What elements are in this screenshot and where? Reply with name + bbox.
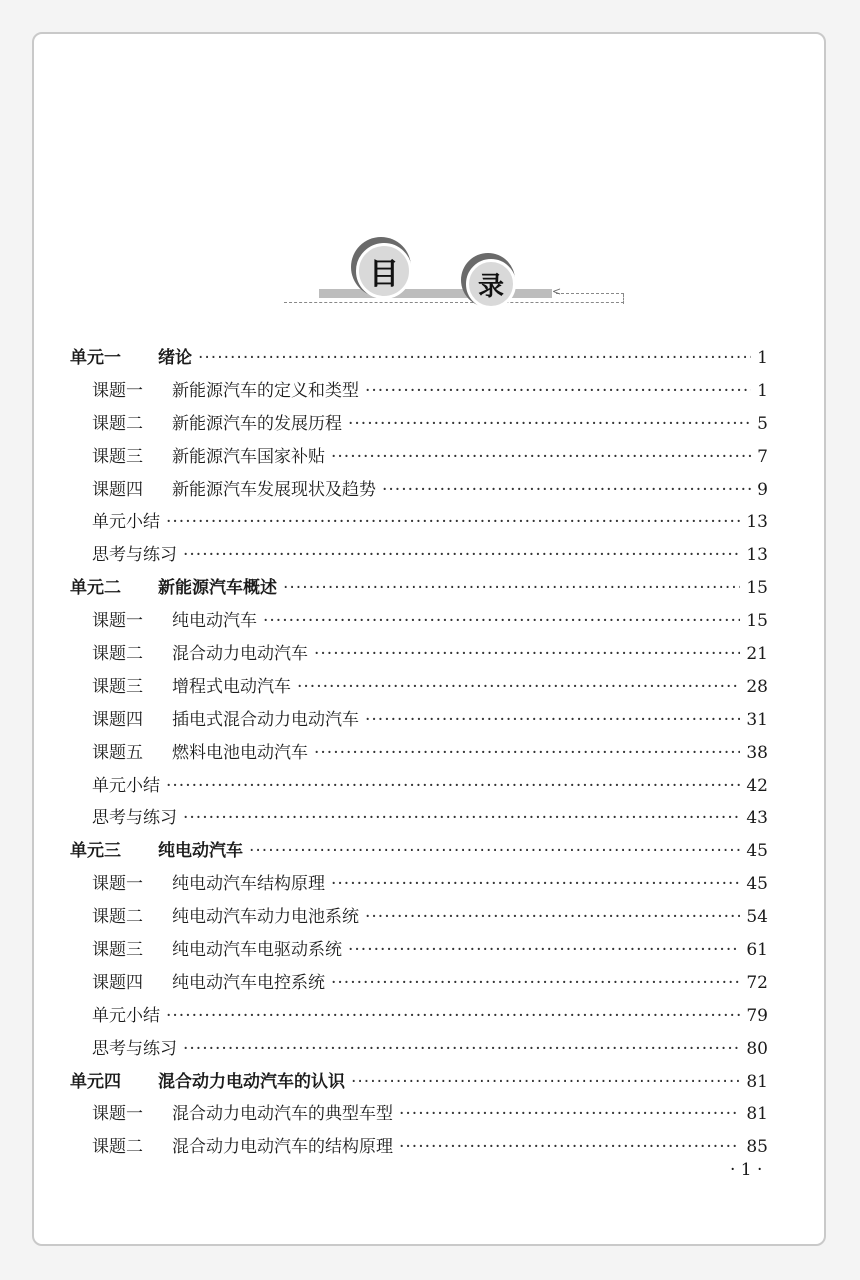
entry-page: 15 [746,578,768,599]
entry-title: 纯电动汽车结构原理 [172,874,325,895]
entry-page: 9 [757,479,768,500]
entry-title: 混合动力电动汽车的结构原理 [172,1137,393,1158]
entry-title: 新能源汽车国家补贴 [172,446,325,467]
entry-title: 混合动力电动汽车的认识 [158,1071,345,1092]
dot-leader [166,776,740,796]
dot-leader [365,710,740,730]
entry-page: 54 [746,907,768,928]
entry-title: 插电式混合动力电动汽车 [172,709,359,730]
toc-topic-entry [70,869,768,902]
toc-topic-entry [70,902,768,935]
entry-number: 课题一 [92,1104,143,1125]
toc-topic-entry [70,507,768,540]
toc-topic-entry [70,376,768,409]
entry-title: 纯电动汽车电驱动系统 [172,940,342,961]
entry-title: 新能源汽车的发展历程 [172,413,342,434]
dot-leader [365,907,740,927]
dot-leader [331,447,751,467]
page-number: · 1 · [730,1160,763,1180]
entry-number: 课题二 [92,907,143,928]
dot-leader [314,743,740,763]
entry-page: 81 [746,1071,768,1092]
dot-leader [314,644,740,664]
table-of-contents [70,343,768,1165]
entry-number: 课题四 [92,479,143,500]
toc-topic-entry [70,1132,768,1165]
toc-topic-entry [70,540,768,573]
title-char-circle: 目 [356,243,412,299]
dot-leader [382,480,751,500]
entry-number: 单元三 [70,841,121,862]
dot-leader [166,512,740,532]
toc-topic-entry [70,1001,768,1034]
toc-topic-entry [70,968,768,1001]
dot-leader [351,1072,740,1092]
entry-page: 13 [746,512,768,533]
entry-number: 课题四 [92,972,143,993]
entry-number: 课题一 [92,611,143,632]
dot-leader [283,578,740,598]
entry-number: 课题三 [92,940,143,961]
entry-number: 单元四 [70,1071,121,1092]
entry-page: 5 [757,413,768,434]
entry-number: 课题一 [92,874,143,895]
entry-page: 13 [746,545,768,566]
toc-topic-entry [70,705,768,738]
dot-leader [198,348,751,368]
entry-number: 课题三 [92,676,143,697]
entry-title: 单元小结 [92,775,160,796]
entry-title: 新能源汽车的定义和类型 [172,380,359,401]
dot-leader [183,808,740,828]
entry-number: 课题二 [92,644,143,665]
entry-number: 课题四 [92,709,143,730]
entry-title: 混合动力电动汽车 [172,644,308,665]
toc-unit-entry [70,573,768,606]
entry-title: 思考与练习 [92,808,177,829]
dot-leader [297,677,740,697]
arrow-icon [556,293,624,294]
toc-unit-entry [70,343,768,376]
entry-page: 61 [746,940,768,961]
entry-page: 42 [746,775,768,796]
entry-page: 45 [746,841,768,862]
entry-title: 增程式电动汽车 [172,676,291,697]
entry-page: 45 [746,874,768,895]
toc-topic-entry [70,606,768,639]
dot-leader [365,381,751,401]
entry-number: 课题二 [92,413,143,434]
dot-leader [348,940,740,960]
toc-topic-entry [70,803,768,836]
entry-page: 38 [746,742,768,763]
entry-number: 课题一 [92,380,143,401]
toc-topic-entry [70,442,768,475]
dot-leader [263,611,740,631]
toc-topic-entry [70,771,768,804]
toc-unit-entry [70,836,768,869]
entry-title: 混合动力电动汽车的典型车型 [172,1104,393,1125]
dot-leader [249,841,740,861]
entry-page: 1 [757,348,768,368]
entry-title: 思考与练习 [92,1038,177,1059]
header-bar [319,289,552,298]
toc-topic-entry [70,935,768,968]
toc-topic-entry [70,672,768,705]
entry-title: 思考与练习 [92,545,177,566]
entry-title: 单元小结 [92,512,160,533]
entry-number: 课题二 [92,1137,143,1158]
toc-topic-entry [70,738,768,771]
entry-page: 21 [746,644,768,665]
toc-header [274,229,634,309]
entry-number: 单元二 [70,578,121,599]
header-dashed-line [284,302,624,303]
entry-page: 72 [746,972,768,993]
entry-title: 纯电动汽车 [172,611,257,632]
entry-page: 31 [746,709,768,730]
toc-topic-entry [70,1099,768,1132]
entry-title: 纯电动汽车动力电池系统 [172,907,359,928]
entry-page: 7 [757,446,768,467]
entry-number: 课题三 [92,446,143,467]
dot-leader [183,545,740,565]
entry-title: 纯电动汽车 [158,841,243,862]
entry-title: 新能源汽车发展现状及趋势 [172,479,376,500]
entry-page: 43 [746,808,768,829]
entry-page: 85 [746,1137,768,1158]
dot-leader [399,1104,740,1124]
dot-leader [183,1039,740,1059]
toc-topic-entry [70,639,768,672]
entry-page: 1 [757,380,768,401]
entry-page: 15 [746,611,768,632]
toc-unit-entry [70,1067,768,1100]
dot-leader [348,414,751,434]
toc-topic-entry [70,475,768,508]
dot-leader [399,1137,740,1157]
entry-page: 80 [746,1038,768,1059]
entry-title: 纯电动汽车电控系统 [172,972,325,993]
entry-title: 燃料电池电动汽车 [172,742,308,763]
dot-leader [331,973,740,993]
entry-page: 79 [746,1005,768,1026]
entry-number: 课题五 [92,742,143,763]
title-char-circle: 录 [466,259,516,309]
toc-topic-entry [70,409,768,442]
entry-title: 绪论 [158,348,192,368]
entry-title: 单元小结 [92,1005,160,1026]
entry-page: 28 [746,676,768,697]
entry-number: 单元一 [70,348,121,368]
entry-title: 新能源汽车概述 [158,578,277,599]
toc-topic-entry [70,1034,768,1067]
dot-leader [331,874,740,894]
dot-leader [166,1006,740,1026]
entry-page: 81 [746,1104,768,1125]
